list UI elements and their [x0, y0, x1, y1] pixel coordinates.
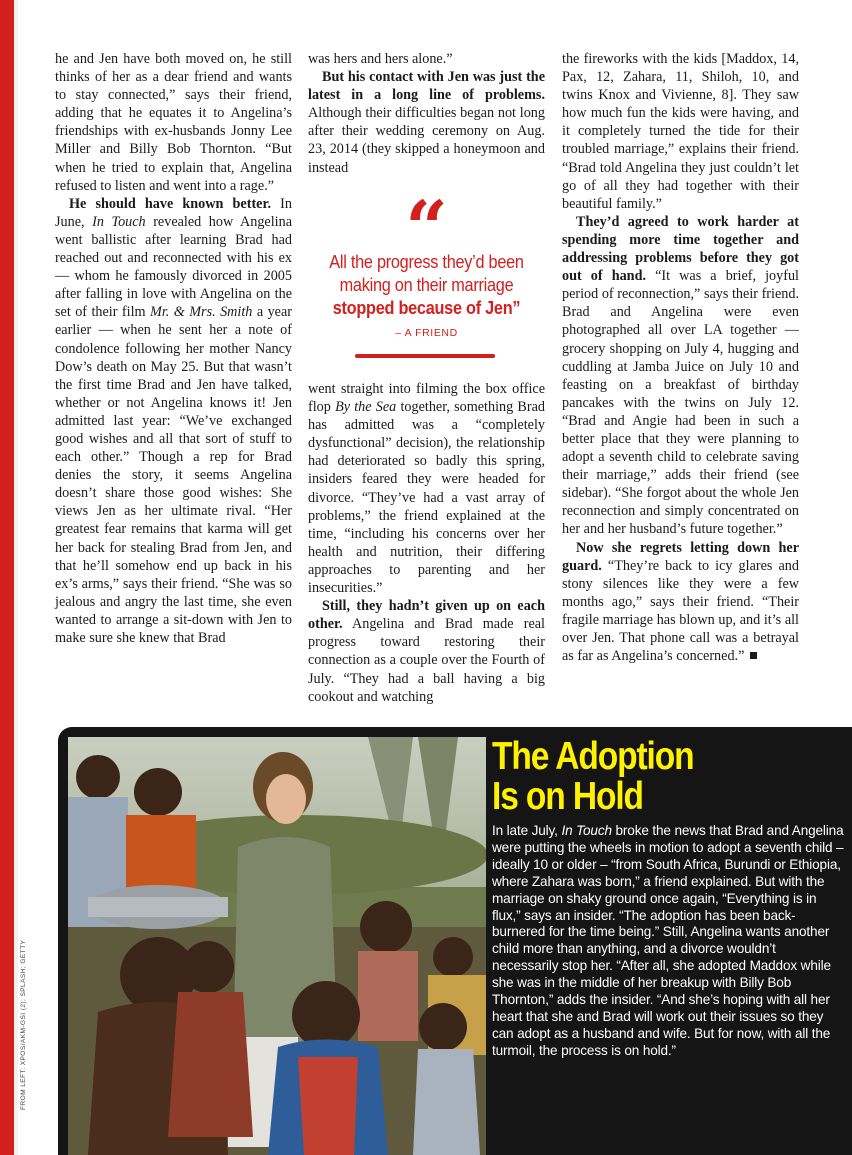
paragraph-text: revealed how Angelina went ballistic after learning Brad had reached out and reconnected with his ex — whom he famously divorced in 2005 after falling in love with Angelina on the set of their film	[55, 213, 293, 321]
paragraph	[308, 597, 545, 706]
paragraph-lead-in: He should have known better.	[69, 195, 272, 212]
pull-quote-text	[322, 250, 531, 319]
photo-illustration	[68, 737, 486, 1155]
headline-line-2: Is on Hold	[492, 775, 643, 818]
paragraph	[308, 68, 545, 177]
paragraph-text: a year earlier — when he sent her a note of condolence following her mother Nancy Dow’s death on May 25. But that wasn’t the first time Brad and Jen have talked, whether or not Angelina knows it! Jen admitted last year: “We’ve exchanged good wishes and all that sort of stuff to each other.” Though a rep for Brad denies the story, it seems Angelina doesn’t share those good wishes: She views Jen as her ultimate rival. “Her greatest fear remains that karma will get her back for stealing Brad from Jen, and that he’ll somehow end up back in his ex’s arms,” says their friend. “She was so jealous and angry the last time, she even wanted to arrange a sit-down with Jen to make sure she knew that Brad	[55, 304, 292, 646]
paragraph-text: was hers and hers alone.”	[308, 51, 453, 67]
paragraph-text: In June,	[55, 195, 292, 230]
end-of-story-mark	[750, 652, 757, 659]
article-column-1	[55, 50, 292, 712]
sidebar-box	[58, 727, 852, 1155]
article-column-3	[562, 50, 799, 770]
sidebar-headline	[492, 737, 852, 817]
photo-credit	[20, 880, 34, 1110]
publication-name: In Touch	[92, 213, 146, 230]
film-title: By the Sea	[335, 399, 397, 416]
publication-name: In Touch	[561, 823, 612, 838]
magazine-spine-bar	[0, 0, 14, 1155]
paragraph-lead-in: But his contact with Jen was just the latest in a long line of problems.	[308, 69, 545, 104]
paragraph	[308, 380, 545, 597]
paragraph-text: “It was a brief, joyful period of reconnection,” says their friend. Brad and Angelina were even photographed all over LA together — grocery shopping on July 4, hugging and cuddling at Jamba Juice on July 10 and feasting on a breakfast of birthday pancakes with the twins on July 12. “Brad and Angie had been in such a better place that they were planning to adopt a seventh child to celebrate saving their marriage,” adds their friend (see sidebar). “She forgot about the whole Jen reconnection and simply concentrated on her and her husband’s future together.”	[562, 268, 799, 538]
paragraph-text: Although their difficulties began not long after their wedding ceremony on Aug. 23, 2014 (they skipped a honeymoon and instead	[308, 105, 545, 176]
pull-quote-rule	[355, 354, 495, 358]
paragraph-lead-in: Now she regrets letting down her guard.	[562, 539, 799, 574]
sidebar-text	[492, 737, 844, 1060]
paragraph-text: Angelina and Brad made real progress toward restoring their connection as a couple over the Fourth of July. “They had a ball having a big cookout and watching	[308, 616, 545, 705]
sidebar-body-text: broke the news that Brad and Angelina were putting the wheels in motion to adopt a seventh child – ideally 10 or older – “from South Africa, Burundi or Ethiopia, where Zahara was born,” a friend explained. But with the marriage on shaky ground once again, “Everything is in flux,” says an insider. “The adoption has been back-burnered for the time being.” Still, Angelina wants another child more than anything, and a divorce wouldn’t necessarily stop her. “After all, she adopted Maddox while she was in the middle of her breakup with Billy Bob Thornton,” adds the insider. “And she’s hoping with all her heart that she and Brad will work out their issues so they can adopt as a husband and wife. But for now, with all the turmoil, the process is on hold.”	[492, 823, 844, 1058]
paragraph-lead-in: Still, they hadn’t given up on each other.	[308, 598, 545, 633]
article-column-2-top	[308, 50, 545, 177]
sidebar-photo	[68, 737, 486, 1155]
quote-mark-icon: “	[405, 186, 448, 272]
page-gutter	[14, 0, 18, 1155]
paragraph	[308, 50, 545, 68]
sidebar-body-text: In late July,	[492, 823, 562, 838]
paragraph	[55, 195, 292, 647]
sidebar-body	[492, 823, 844, 1060]
pull-quote-emphasis: stopped because of Jen”	[332, 297, 521, 318]
photo-credit-text: FROM LEFT: XPOS/AKM-GSI (2); SPLASH; GETTY	[20, 939, 27, 1110]
film-title: Mr. & Mrs. Smith	[150, 304, 253, 321]
paragraph	[562, 213, 799, 539]
paragraph-lead-in: They’d agreed to work harder at spending more time together and addressing problems before they got out of hand.	[562, 213, 799, 285]
paragraph-text: the fireworks with the kids [Maddox, 14, Pax, 12, Zahara, 11, Shiloh, 10, and twins Knox and Vivienne, 8]. They saw how much fun the kids were having, and it completely turned the tide for their troubled marriage,” explains their friend. “Brad told Angelina they just couldn’t let go of all they had together with their beautiful family.”	[562, 51, 799, 212]
paragraph-text: he and Jen have both moved on, he still thinks of her as a dear friend and wants to stay connected,” says their friend, adding that he equates it to Angelina’s friendships with ex-husbands Jonny Lee Miller and Billy Bob Thornton. “But when he tried to explain that, Angelina refused to listen and went into a rage.”	[55, 51, 292, 194]
headline-line-1: The Adoption	[492, 735, 694, 778]
paragraph-text: together, something Brad has admitted was a “completely dysfunctional” decision), the relationship had deteriorated so badly this spring, insiders feared they were headed for divorce. “They’ve had a vast array of problems,” the friend explained at the time, “including his concerns over her health and nutrition, their differing approaches to parenting and her insecurities.”	[308, 399, 546, 597]
pull-quote-attribution: – A FRIEND	[395, 327, 458, 339]
paragraph	[562, 50, 799, 213]
paragraph	[55, 50, 292, 195]
paragraph	[562, 539, 799, 666]
paragraph-text: “They’re back to icy glares and stony silences like they were a few months ago,” says their friend. “Their fragile marriage has blown up, and it’s all over Jen. That phone call was a betrayal as far as Angelina’s concerned.”	[562, 557, 799, 665]
pull-quote	[308, 186, 545, 358]
paragraph-text: went straight into filming the box office flop	[308, 381, 545, 416]
article-column-2-bottom	[308, 380, 545, 706]
pull-quote-line: All the progress they’d been making on their marriage	[329, 251, 524, 295]
